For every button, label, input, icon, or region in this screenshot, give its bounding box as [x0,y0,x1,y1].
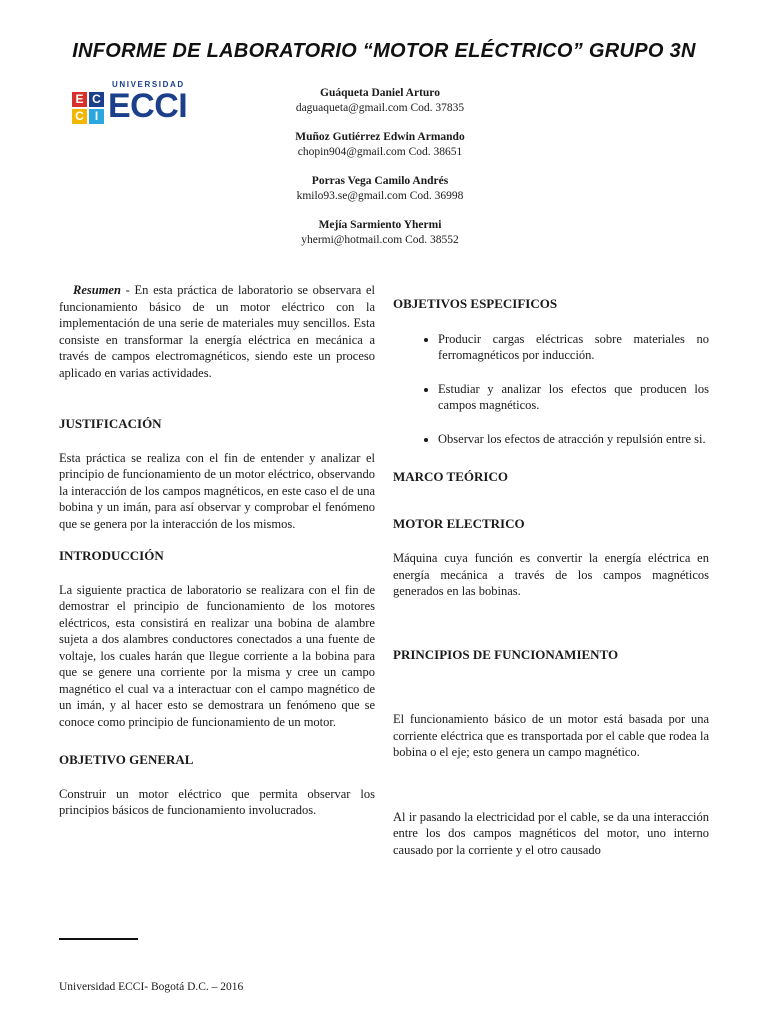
author-name: Porras Vega Camilo Andrés [311,175,449,187]
principios-text-2: Al ir pasando la electricidad por el cable, se da una interacción entre los dos campos magnéticos del motor, uno interno causado por la corriente y el otro causado [393,809,709,857]
abstract [59,282,375,381]
logo-letter-c1: C [89,92,104,107]
author-entry [230,130,530,160]
abstract-label: Resumen [73,283,121,297]
author-contact: kmilo93.se@gmail.com Cod. 36998 [296,190,464,202]
introduccion-text: La siguiente practica de laboratorio se realizara con el fin de demostrar el principio de funcionamiento de los motores eléctricos, esta consistirá en realizar una bobina de alambre sujeta a dos alambres conductores conectados a una fuente de voltaje, los cuales harán que llegue corriente a la bobina para que se genere una corriente por la misma y cree un campo magnético el cual va a interactuar con el campo magnético de un imán, y al hacer esto se demostrara un fenómeno que se conoce como principio de funcionamiento de un motor. [59,582,375,729]
right-column [393,296,709,858]
author-entry [230,218,530,248]
objetivo-general-heading: OBJETIVO GENERAL [59,752,194,767]
logo-letter-i: I [89,109,104,124]
justificacion-text: Esta práctica se realiza con el fin de entender y analizar el principio de funcionamiento de un motor eléctrico, observando la interacción de los campos magnéticos, en este caso el de una bobina y un imán, para así observar y comprobar el fenómeno que se genera por la interacción de los mismos. [59,450,375,531]
objetivo-general-text: Construir un motor eléctrico que permita observar los principios básicos de funcionamiento involucrados. [59,786,375,817]
author-entry [230,86,530,116]
logo-letter-c2: C [72,109,87,124]
logo-wordmark: ECCI [108,87,188,125]
author-contact: yhermi@hotmail.com Cod. 38552 [301,234,459,246]
motor-electrico-text: Máquina cuya función es convertir la energía eléctrica en energía mecánica a través de los campos magnéticos generados en las bobinas. [393,551,709,598]
objetivos-especificos-list [393,331,709,448]
page-footer: Universidad ECCI- Bogotá D.C. – 2016 [59,981,244,993]
author-entry [230,174,530,204]
principios-heading: PRINCIPIOS DE FUNCIONAMIENTO [393,646,619,662]
logo-tagline: UNIVERSIDAD [112,80,185,89]
justificacion-heading: JUSTIFICACIÓN [59,416,162,431]
objetivos-especificos-heading: OBJETIVOS ESPECIFICOS [393,296,558,311]
introduccion-heading: INTRODUCCIÓN [59,548,164,563]
marco-teorico-heading: MARCO TEÓRICO [393,469,508,484]
document-title: INFORME DE LABORATORIO “MOTOR ELÉCTRICO” GRUPO 3N [72,40,696,62]
logo-mark-icon [72,90,106,124]
list-item: • Observar los efectos de atracción y repulsión entre si. [438,431,709,448]
logo-letter-e: E [72,92,87,107]
author-name: Guáqueta Daniel Arturo [320,87,440,99]
author-contact: chopin904@gmail.com Cod. 38651 [297,146,463,158]
principios-text-1: El funcionamiento básico de un motor está basada por una corriente eléctrica que es transportada por el cable que rodea la bobina o el eje; esto genera un campo magnético. [393,712,709,759]
motor-electrico-heading: MOTOR ELECTRICO [393,515,525,531]
author-block [230,86,530,262]
abstract-text: - En esta práctica de laboratorio se observara el funcionamiento básico de un motor eléctrico con la implementación de una serie de materiales muy sencillos. Esta consiste en transformar la energía eléctrica en mecánica a través de campos electromagnéticos, siendo este un proceso aplicado en varias actividades. [59,283,375,380]
footnote-separator [59,938,138,940]
list-item: • Estudiar y analizar los efectos que producen los campos magnéticos. [438,381,709,414]
author-name: Mejía Sarmiento Yhermi [318,219,442,231]
author-contact: daguaqueta@gmail.com Cod. 37835 [295,102,465,114]
author-name: Muñoz Gutiérrez Edwin Armando [295,131,465,143]
university-logo [72,80,188,125]
left-column [59,282,375,819]
list-item: • Producir cargas eléctricas sobre materiales no ferromagnéticos por inducción. [438,331,709,364]
